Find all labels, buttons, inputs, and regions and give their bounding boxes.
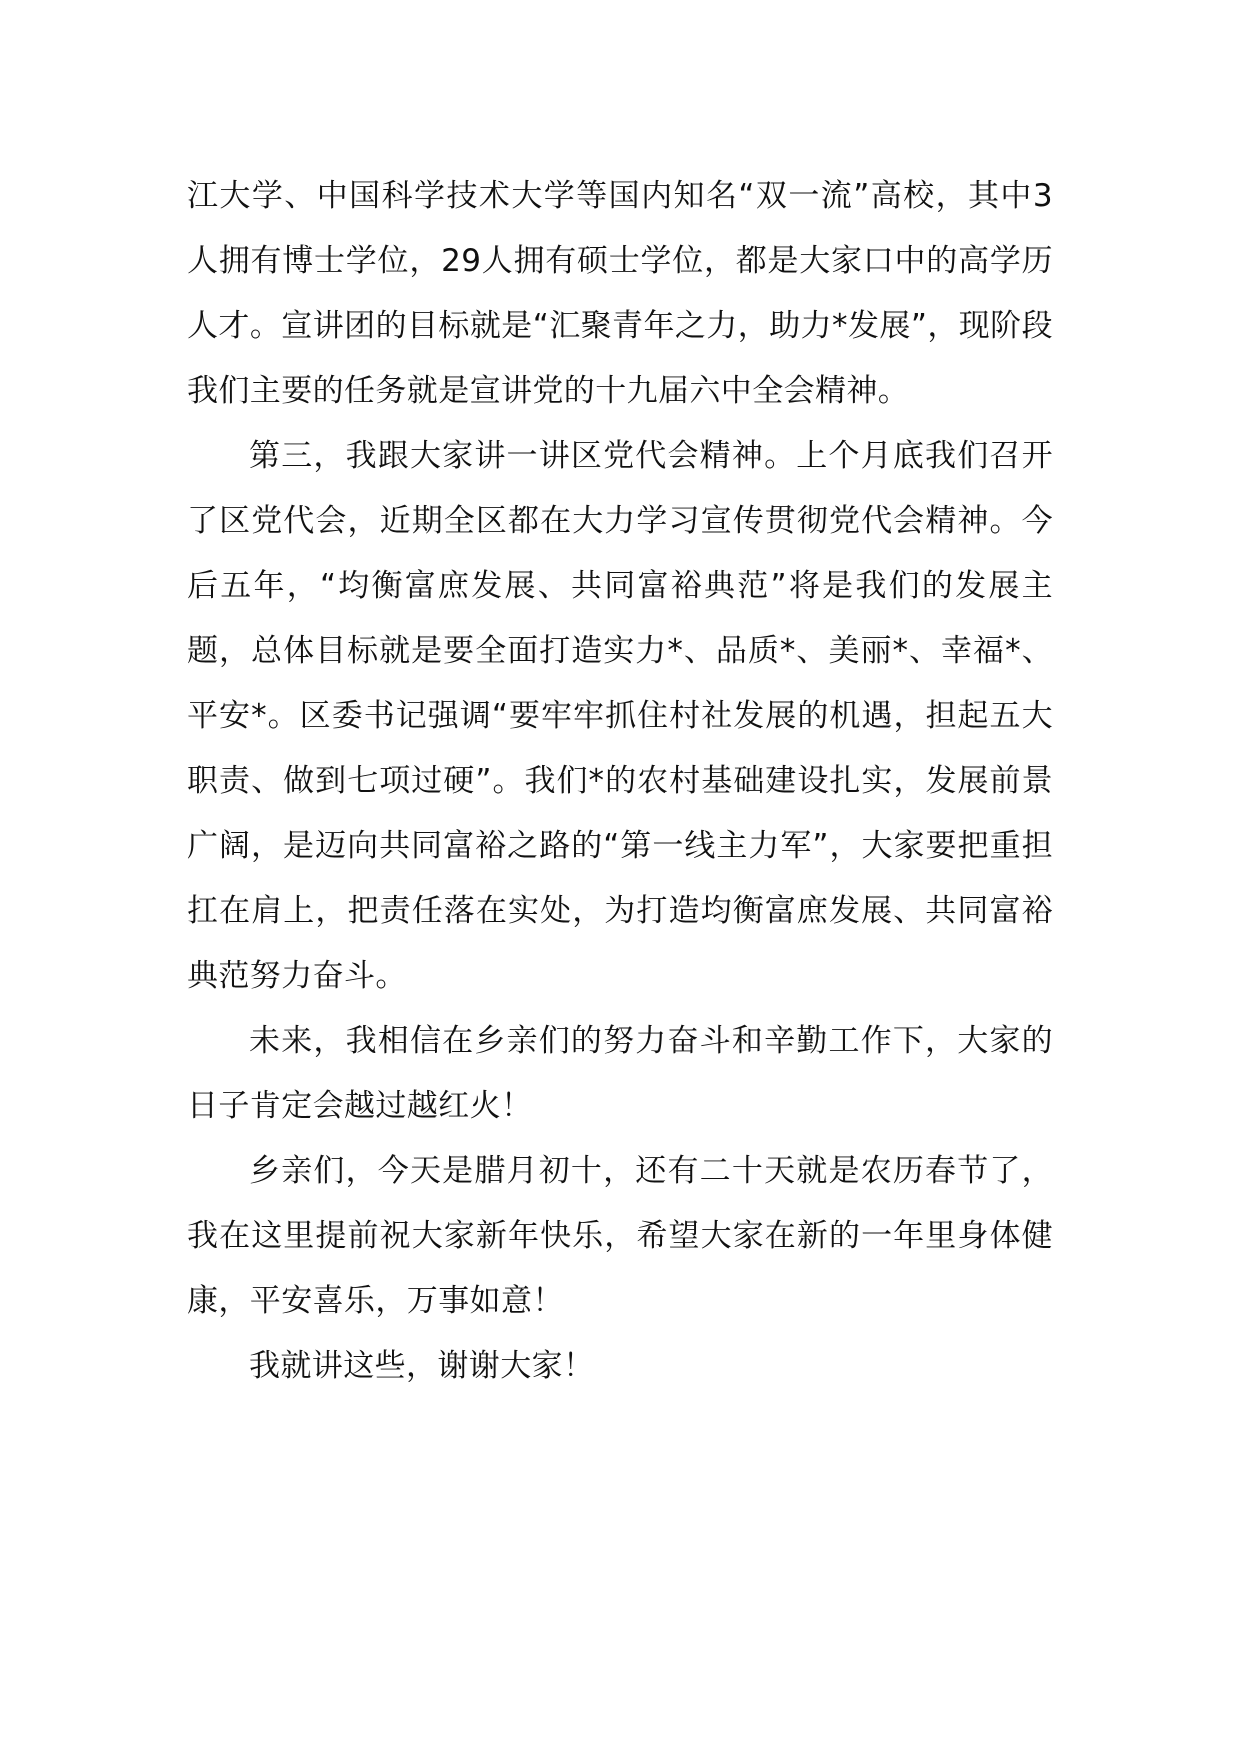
paragraph-closing: 我就讲这些，谢谢大家！: [249, 1348, 595, 1384]
paragraph-new-year-wishes: 乡亲们，今天是腊月初十，还有二十天就是农历春节了，我在这里提前祝大家新年快乐，希望大家在新的一年里身体健康，平安喜乐，万事如意！: [187, 1153, 1053, 1319]
paragraph-future: 未来，我相信在乡亲们的努力奋斗和辛勤工作下，大家的日子肯定会越过越红火！: [187, 1023, 1053, 1124]
document-body: [187, 164, 1053, 1399]
paragraph-third-point: 第三，我跟大家讲一讲区党代会精神。上个月底我们召开了区党代会，近期全区都在大力学习宣传贯彻党代会精神。今后五年，“均衡富庶发展、共同富裕典范”将是我们的发展主题，总体目标就是要全面打造实力*、品质*、美丽*、幸福*、平安*。区委书记强调“要牢牢抓住村社发展的机遇，担起五大职责、做到七项过硬”。我们*的农村基础建设扎实，发展前景广阔，是迈向共同富裕之路的“第一线主力军”，大家要把重担扛在肩上，把责任落在实处，为打造均衡富庶发展、共同富裕典范努力奋斗。: [187, 438, 1053, 994]
paragraph-continuation: 江大学、中国科学技术大学等国内知名“双一流”高校，其中3人拥有博士学位，29人拥有硕士学位，都是大家口中的高学历人才。宣讲团的目标就是“汇聚青年之力，助力*发展”，现阶段我们主要的任务就是宣讲党的十九届六中全会精神。: [187, 178, 1053, 409]
